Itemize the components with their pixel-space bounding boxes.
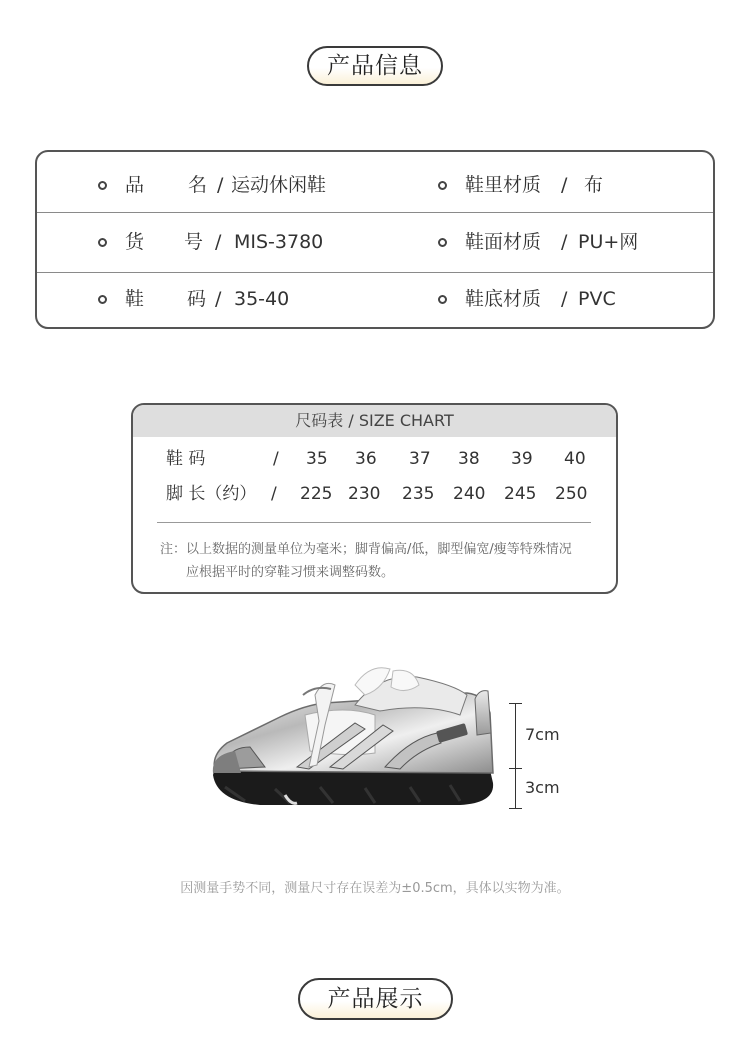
info-value: 运动休闲鞋 [231,174,327,196]
info-label: 鞋底材质 [465,288,542,310]
size-cell: 225 [300,484,333,504]
sole-height-label: 3cm [525,778,560,797]
info-label: 品 [125,174,145,196]
info-row [37,157,713,214]
info-label: 鞋里材质 [465,174,542,196]
info-label: 鞋 [125,288,145,310]
size-row-separator: / [273,449,279,469]
divider [157,522,591,523]
bullet-icon [438,295,447,304]
size-cell: 38 [458,449,480,469]
shoe-image [205,655,500,820]
size-cell: 39 [511,449,533,469]
measure-tick [509,703,522,704]
size-cell: 35 [306,449,328,469]
upper-height-label: 7cm [525,725,560,744]
info-label: 鞋面材质 [465,231,542,253]
bullet-icon [438,238,447,247]
info-separator: / [561,288,568,310]
info-value: 35-40 [234,288,290,310]
bullet-icon [98,295,107,304]
size-cell: 37 [409,449,431,469]
info-label: 名 [188,174,208,196]
size-cell: 240 [453,484,486,504]
info-value: MIS-3780 [234,231,324,253]
size-cell: 235 [402,484,435,504]
size-cell: 36 [355,449,377,469]
size-chart-title: 尺码表 / SIZE CHART [133,405,616,437]
info-separator: / [561,174,568,196]
info-separator: / [561,231,568,253]
bullet-icon [438,181,447,190]
size-row-separator: / [271,484,277,504]
size-cell: 230 [348,484,381,504]
size-note-line: 注：以上数据的测量单位为毫米；脚背偏高/低，脚型偏宽/瘦等特殊情况 [160,542,572,557]
info-label: 码 [187,288,207,310]
info-separator: / [215,231,222,253]
info-label: 号 [184,231,204,253]
size-row-label: 鞋 码 [166,449,206,469]
size-note-line: 应根据平时的穿鞋习惯来调整码数。 [186,565,395,580]
measurement-disclaimer: 因测量手势不同，测量尺寸存在误差为±0.5cm，具体以实物为准。 [180,881,570,896]
size-row-shoe-size [133,446,616,472]
info-row [37,214,713,271]
measure-tick [509,768,522,769]
info-value: PVC [578,288,616,310]
bullet-icon [98,238,107,247]
size-cell: 250 [555,484,588,504]
info-value: PU+网 [578,231,639,253]
row-divider [37,212,713,213]
info-label: 货 [125,231,145,253]
size-row-label: 脚 长（约） [166,484,257,504]
size-cell: 245 [504,484,537,504]
info-row [37,271,713,328]
measure-tick [509,808,522,809]
info-separator: / [217,174,224,196]
info-separator: / [215,288,222,310]
size-cell: 40 [564,449,586,469]
info-value: 布 [584,174,604,196]
size-row-foot-length [133,481,616,507]
size-chart [131,403,618,594]
section-title-info: 产品信息 [307,46,443,86]
measure-line [515,703,516,809]
bullet-icon [98,181,107,190]
section-title-showcase: 产品展示 [298,978,453,1020]
product-info-table [35,150,715,329]
